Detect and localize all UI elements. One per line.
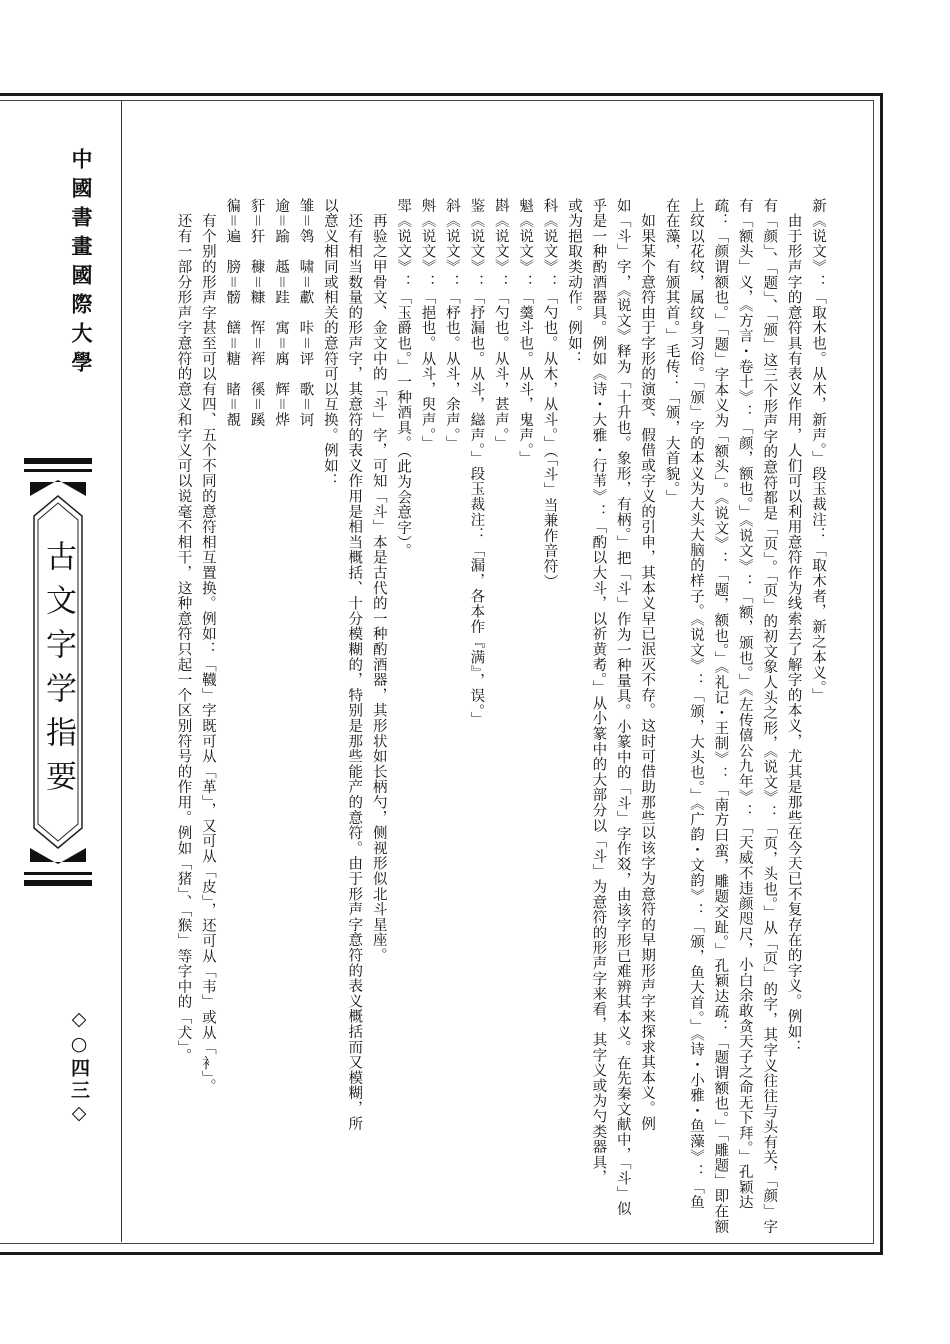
text-line: 鉴《说文》：「抒漏也。从斗，䜌声。」段玉裁注：「漏，各本作『满』，误。」 xyxy=(468,198,485,728)
text-line: 还有相当数量的形声字，其意符的表义作用是相当概括、十分模糊的，特别是那些能产的意符。由于形声字意符的表义概括而又模糊，所 xyxy=(346,198,363,1132)
text-line: 如「斗」字，《说文》释为「十升也。象形，有柄。」把「斗」作为一种量具。小篆中的「斗」字作㸚，由该字形已难辨其本义。在先秦文献中，「斗」似 xyxy=(614,198,631,1217)
text-line: 上纹以花纹，属纹身习俗。「颁」字的本义为大头大脑的样子。《说文》：「颁，大头也。」《广韵・文韵》：「颁，鱼大首。」《诗・小雅・鱼藻》：「鱼 xyxy=(687,198,704,1211)
margin-rule xyxy=(121,100,122,1242)
text-line: 或为挹取类动作。例如： xyxy=(565,198,582,367)
text-line: 徧＝遍 膀＝髈 饍＝糖 睹＝覩 xyxy=(224,198,241,428)
text-line: 有「颜」、「题」、「颁」这三个形声字的意符都是「页」。「页」的初文象人头之形，《说文》：「页，头也。」从「页」的字，其字义往往与头有关，「颜」字 xyxy=(761,198,778,1235)
book-title: 古文字学指要 xyxy=(40,540,76,804)
text-line: 有「额头」义，《方言・卷十》：「颜，额也。」《说文》：「额，颁也。」《左传僖公九年》：「天威不违颜咫尺，小白余敢贪天子之命无下拜。」孔颖达 xyxy=(736,198,753,1211)
page-number: ◇○四三◇ xyxy=(68,1008,90,1127)
text-line: 乎是一种酌酒器具。例如《诗・大雅・行苇》：「酌以大斗，以祈黄耇。」从小篆中的大部分以「斗」为意符的形声字来看，其字义或为勺类器具， xyxy=(590,198,607,1186)
text-line: 新《说文》：「取木也。从木，新声。」段玉裁注：「取木者，新之本义。」 xyxy=(810,198,826,704)
text-line: 还有一部分形声字意符的意义和字义可以说毫不相干，这种意符只起一个区别符号的作用。例如「猪」、「猴」等字中的「犬」。 xyxy=(175,198,192,1064)
text-line: 斞《说文》：「挹也。从斗，臾声。」 xyxy=(419,198,436,451)
text-line: 有个别的形声字甚至可以有四、五个不同的意符相互置换。例如：「韈」字既可从「革」，又可从「皮」，还可从「韦」或从「衤」。 xyxy=(199,198,216,1095)
text-line: 雏＝鸰 啸＝歗 咔＝评 歌＝诃 xyxy=(297,198,314,428)
text-line: 逾＝踰 趆＝跬 寓＝庽 辉＝烨 xyxy=(273,198,290,428)
text-line: 疏：「颜谓额也。」「题」字本义为「额头」。《说文》：「题，额也。」《礼记・王制》：「南方曰蛮，雕题交趾。」孔颖达疏：「题谓额也。」「雕题」即在额 xyxy=(712,198,729,1235)
text-line: 以意义相同或相关的意符可以互换。例如： xyxy=(321,198,338,489)
main-text xyxy=(130,198,830,1235)
text-line: 在在藻，有颁其首。」毛传：「颁，大首貌。」 xyxy=(663,198,680,505)
text-line: 由于形声字的意符具有表义作用，人们可以利用意符作为线索去了解字的本义，尤其是那些在今天已不复存在的字义。例如： xyxy=(785,198,802,1055)
text-line: 再验之甲骨文、金文中的「斗」字，可知「斗」本是古代的一种酌酒器，其形状如长柄勺，侧视形似北斗星座。 xyxy=(370,198,387,963)
cartouche-bottom-bar xyxy=(24,880,92,886)
text-line: 斟《说文》：「勺也。从斗，甚声。」 xyxy=(492,198,509,451)
text-line: 斝《说文》：「玉爵也。」一种酒具。（此为会意字）。 xyxy=(395,198,412,559)
cartouche-bottom-bar-thin xyxy=(24,872,92,875)
series-title: 中國書畫國際大學 xyxy=(69,148,93,380)
text-line: 魁《说文》：「羹斗也。从斗，鬼声。」 xyxy=(517,198,534,467)
book-title-cartouche xyxy=(24,458,92,886)
text-line: 豻＝犴 穅＝糠 恽＝裈 徯＝蹊 xyxy=(248,198,265,428)
text-line: 斜《说文》：「杼也。从斗，余声。」 xyxy=(443,198,460,451)
text-line: 科《说文》：「勺也。从木，从斗。」（「斗」当兼作音符） xyxy=(541,198,558,590)
text-line: 如果某个意符由于字形的演变、假借或字义的引申，其本义早已泯灭不存。这时可借助那些以该字为意符的早期形声字来探求其本义。例 xyxy=(639,198,656,1132)
